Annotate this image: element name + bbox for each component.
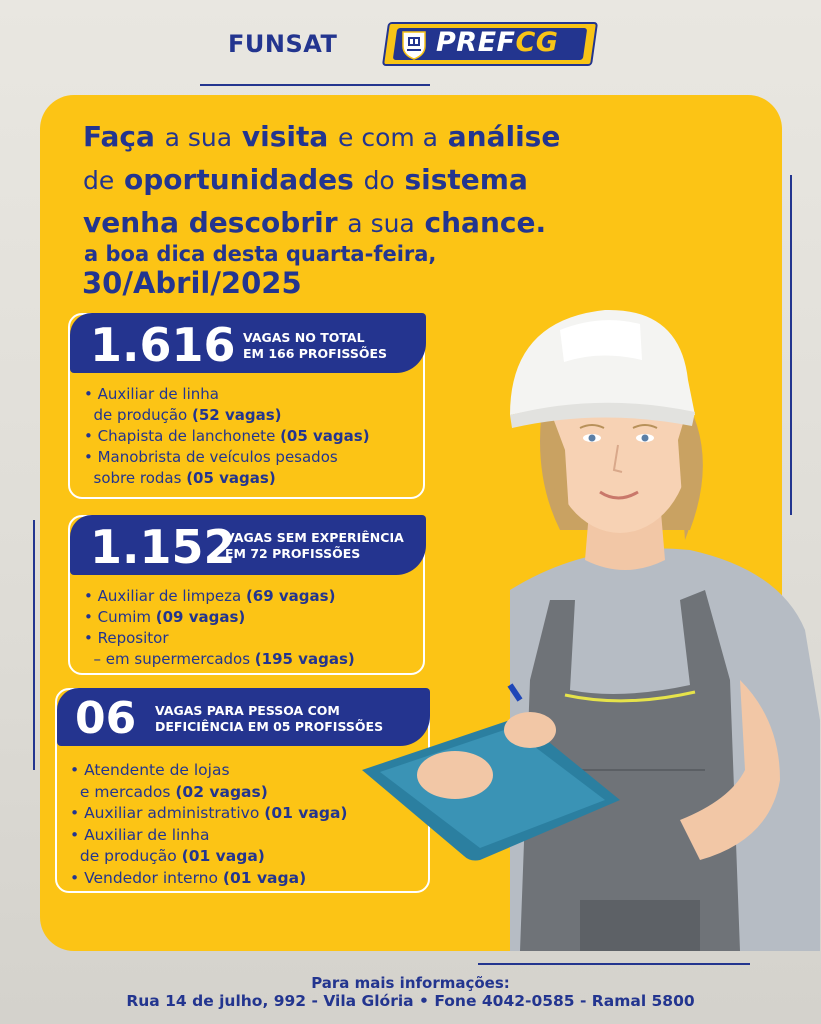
divider-top xyxy=(200,84,430,86)
list-item: • Vendedor interno (01 vaga) xyxy=(70,868,307,887)
total-label: VAGAS NO TOTAL EM 166 PROFISSÕES xyxy=(243,330,387,361)
list-item: de produção (52 vagas) xyxy=(84,406,282,424)
total-count: 1.616 xyxy=(90,318,236,372)
list-item: • Cumim (09 vagas) xyxy=(84,608,246,626)
footer-title: Para mais informações: xyxy=(311,974,510,992)
pcd-label: VAGAS PARA PESSOA COM DEFICIÊNCIA EM 05 PROFISSÕES xyxy=(155,703,384,734)
divider-bottom xyxy=(478,963,750,965)
headline: Faça a sua visita e com a análise de oportunidades do sistema venha descobrir a sua chance. xyxy=(83,120,561,239)
funsat-logo: FUNSAT xyxy=(228,30,338,58)
list-item: • Auxiliar de linha xyxy=(84,385,219,403)
no-experience-label: VAGAS SEM EXPERIÊNCIA EM 72 PROFISSÕES xyxy=(225,530,404,561)
pcd-count: 06 xyxy=(75,693,137,744)
list-item: • Atendente de lojas xyxy=(70,761,230,779)
list-item: • Repositor xyxy=(84,629,169,647)
list-item: – em supermercados (195 vagas) xyxy=(84,650,355,668)
city-crest-icon xyxy=(400,28,428,60)
list-item: • Manobrista de veículos pesados xyxy=(84,448,338,466)
list-item: • Chapista de lanchonete (05 vagas) xyxy=(84,427,370,445)
no-experience-count: 1.152 xyxy=(90,520,236,574)
list-item: • Auxiliar de linha xyxy=(70,825,210,844)
date: 30/Abril/2025 xyxy=(82,266,302,300)
subline: a boa dica desta quarta-feira, xyxy=(84,242,437,266)
divider-left xyxy=(33,520,35,770)
list-item: e mercados (02 vagas) xyxy=(70,782,268,801)
list-item: • Auxiliar de limpeza (69 vagas) xyxy=(84,587,336,605)
header xyxy=(0,22,821,72)
footer-address: Rua 14 de julho, 992 - Vila Glória • Fone 4042-0585 - Ramal 5800 xyxy=(126,992,695,1010)
prefcg-logo-text: PREFCG xyxy=(436,27,559,58)
list-item: sobre rodas (05 vagas) xyxy=(84,469,276,487)
list-item: • Auxiliar administrativo (01 vaga) xyxy=(70,804,348,822)
list-item: de produção (01 vaga) xyxy=(70,847,265,865)
worker-illustration xyxy=(360,300,820,951)
